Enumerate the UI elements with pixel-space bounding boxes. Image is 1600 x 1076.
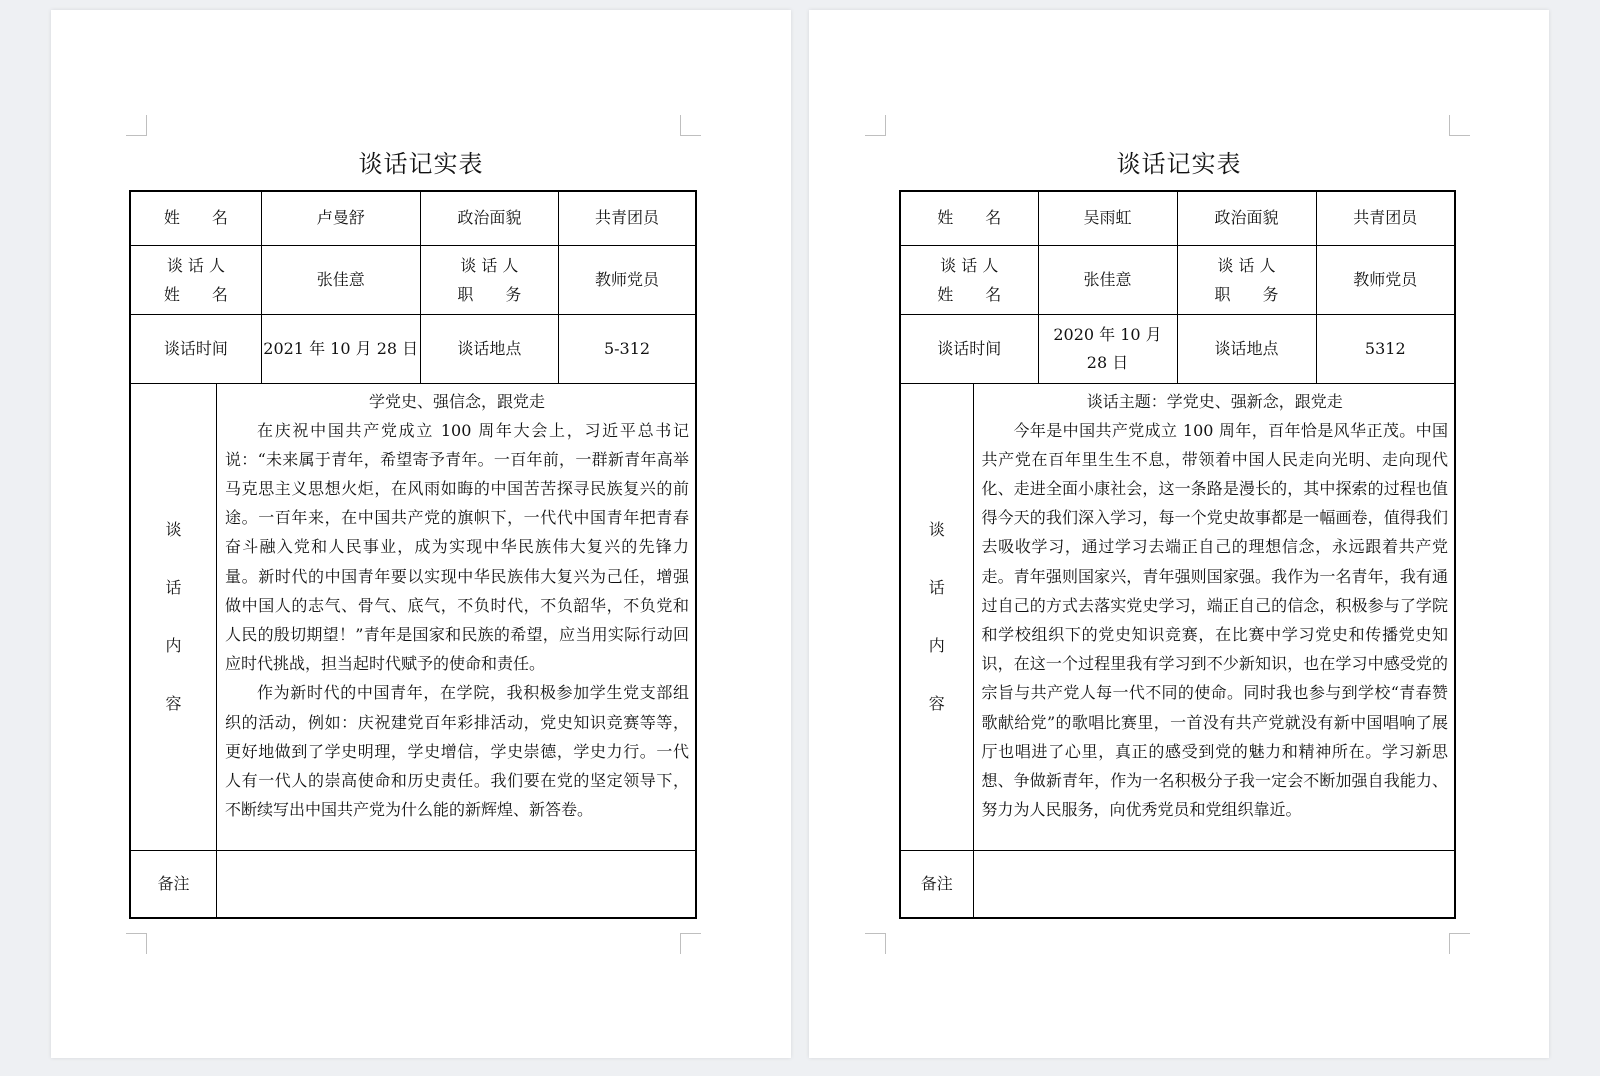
talk-content-body xyxy=(217,383,696,850)
crop-mark-bottom-right xyxy=(680,933,701,954)
talk-place-value: 5312 xyxy=(1316,314,1455,383)
record-table xyxy=(129,190,697,919)
talker-duty-value: 教师党员 xyxy=(559,245,696,314)
crop-mark-top-left xyxy=(126,115,147,136)
talk-time-value: 2020 年 10 月 28 日 xyxy=(1038,314,1177,383)
document-title: 谈话记实表 xyxy=(358,150,484,178)
crop-mark-top-right xyxy=(1449,115,1470,136)
political-status-value: 共青团员 xyxy=(1316,191,1455,245)
crop-mark-bottom-left xyxy=(865,933,886,954)
talk-content-label: 谈 话 内 容 xyxy=(130,383,217,850)
document-page-1 xyxy=(51,10,791,1058)
talker-name-value: 张佳意 xyxy=(261,245,420,314)
crop-mark-bottom-left xyxy=(126,933,147,954)
record-table xyxy=(899,190,1456,919)
talker-name-value: 张佳意 xyxy=(1038,245,1177,314)
talk-content-body xyxy=(973,383,1455,850)
talker-name-label: 谈 话 人 姓 名 xyxy=(130,245,261,314)
talk-place-value: 5-312 xyxy=(559,314,696,383)
political-status-label: 政治面貌 xyxy=(1177,191,1316,245)
talker-duty-value: 教师党员 xyxy=(1316,245,1455,314)
document-page-2 xyxy=(809,10,1549,1058)
remarks-label: 备注 xyxy=(130,850,217,918)
talk-topic: 谈话主题：学党史、强新念，跟党走 xyxy=(1086,391,1343,411)
talker-name-label: 谈 话 人 姓 名 xyxy=(900,245,1038,314)
talk-time-label: 谈话时间 xyxy=(900,314,1038,383)
crop-mark-top-left xyxy=(865,115,886,136)
political-status-value: 共青团员 xyxy=(559,191,696,245)
crop-mark-top-right xyxy=(680,115,701,136)
talk-topic: 学党史、强信念，跟党走 xyxy=(369,391,546,411)
talker-duty-label: 谈 话 人 职 务 xyxy=(1177,245,1316,314)
remarks-value xyxy=(217,850,696,918)
content-paragraph: 今年是中国共产党成立 100 周年，百年恰是风华正茂。中国共产党在百年里生生不息，带领着中国人民走向光明、走向现代化、走进全面小康社会，这一条路是漫长的，其中探索的过程也值得今天的我们深入学习，每一个党史故事都是一幅画卷，值得我们去吸收学习，通过学习去端正自己的理想信念，永远跟着共产党走。青年强则国家兴，青年强则国家强。我作为一名青年，我有通过自己的方式去落实党史学习，端正自己的信念，积极参与了学院和学校组织下的党史知识竞赛，在比赛中学习党史和传播党史知识，在这一个过程里我有学习到不少新知识，也在学习中感受党的宗旨与共产党人每一代不同的使命。同时我也参与到学校“青春赞歌献给党”的歌唱比赛里，一首没有共产党就没有新中国唱响了展厅也唱进了心里，真正的感受到党的魅力和精神所在。学习新思想、争做新青年，作为一名积极分子我一定会不断加强自我能力、努力为人民服务，向优秀党员和党组织靠近。 xyxy=(981,420,1449,820)
name-label: 姓 名 xyxy=(130,191,261,245)
political-status-label: 政治面貌 xyxy=(420,191,558,245)
content-paragraph: 在庆祝中国共产党成立 100 周年大会上，习近平总书记说：“未来属于青年，希望寄予青年。一百年前，一群新青年高举马克思主义思想火炬，在风雨如晦的中国苦苦探寻民族复兴的前途。一百年来，在中国共产党的旗帜下，一代代中国青年把青春奋斗融入党和人民事业，成为实现中华民族伟大复兴的先锋力量。新时代的中国青年要以实现中华民族伟大复兴为己任，增强做中国人的志气、骨气、底气，不负时代，不负韶华，不负党和人民的殷切期望！”青年是国家和民族的希望，应当用实际行动回应时代挑战，担当起时代赋予的使命和责任。 xyxy=(225,420,689,674)
crop-mark-bottom-right xyxy=(1449,933,1470,954)
document-title: 谈话记实表 xyxy=(1116,150,1242,178)
name-label: 姓 名 xyxy=(900,191,1038,245)
talk-time-value: 2021 年 10 月 28 日 xyxy=(261,314,420,383)
talk-place-label: 谈话地点 xyxy=(420,314,558,383)
talk-place-label: 谈话地点 xyxy=(1177,314,1316,383)
name-value: 卢曼舒 xyxy=(261,191,420,245)
content-paragraph: 作为新时代的中国青年，在学院，我积极参加学生党支部组织的活动，例如：庆祝建党百年彩排活动，党史知识竞赛等等，更好地做到了学史明理，学史增信，学史崇德，学史力行。一代人有一代人的崇高使命和历史责任。我们要在党的坚定领导下，不断续写出中国共产党为什么能的新辉煌、新答卷。 xyxy=(225,683,689,820)
talk-content-label: 谈 话 内 容 xyxy=(900,383,973,850)
talker-duty-label: 谈 话 人 职 务 xyxy=(420,245,558,314)
remarks-value xyxy=(973,850,1455,918)
talk-time-label: 谈话时间 xyxy=(130,314,261,383)
name-value: 吴雨虹 xyxy=(1038,191,1177,245)
remarks-label: 备注 xyxy=(900,850,973,918)
